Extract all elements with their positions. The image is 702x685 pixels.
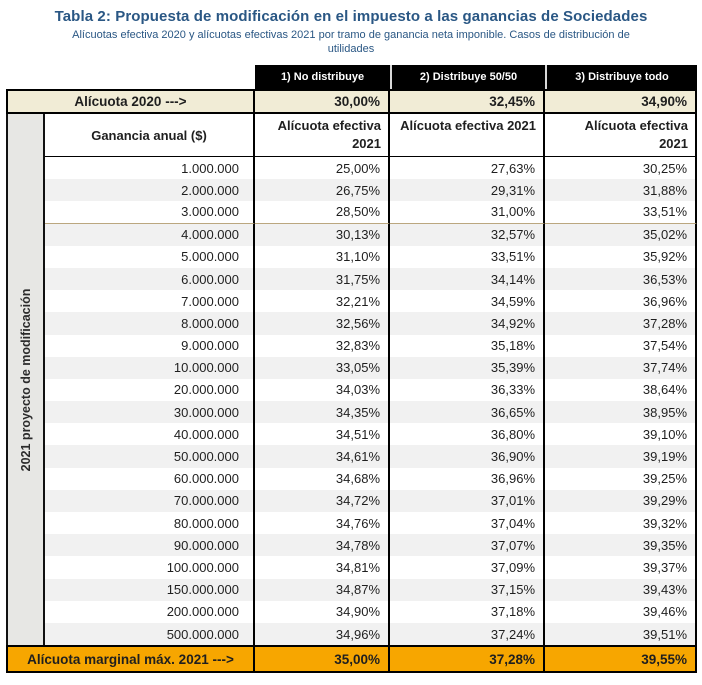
- alicuota-2020-distribuye-todo: 34,90%: [545, 91, 697, 112]
- ganancia-value: 80.000.000: [45, 512, 255, 534]
- ganancia-value: 5.000.000: [45, 246, 255, 268]
- efectiva-no-distribuye: 34,51%: [255, 423, 390, 445]
- ganancia-value: 10.000.000: [45, 357, 255, 379]
- efectiva-no-distribuye: 31,75%: [255, 268, 390, 290]
- ganancia-value: 70.000.000: [45, 490, 255, 512]
- marginal-distribuye-todo: 39,55%: [545, 647, 697, 671]
- efectiva-no-distribuye: 34,96%: [255, 623, 390, 645]
- ganancia-value: 100.000.000: [45, 556, 255, 578]
- table-row: [45, 623, 697, 645]
- efectiva-distribuye-todo: 37,74%: [545, 357, 697, 379]
- efectiva-distribuye-5050: 32,57%: [390, 224, 545, 246]
- efectiva-no-distribuye: 34,61%: [255, 445, 390, 467]
- ganancia-header: Ganancia anual ($): [45, 114, 255, 156]
- efectiva-header-2: Alícuota efectiva 2021: [390, 114, 545, 156]
- distribution-header-row: [6, 65, 697, 89]
- efectiva-distribuye-5050: 37,04%: [390, 512, 545, 534]
- table-row: [45, 468, 697, 490]
- ganancia-value: 40.000.000: [45, 423, 255, 445]
- efectiva-no-distribuye: 34,76%: [255, 512, 390, 534]
- side-group-column: [6, 114, 45, 645]
- efectiva-no-distribuye: 34,72%: [255, 490, 390, 512]
- ganancia-value: 20.000.000: [45, 379, 255, 401]
- ganancia-value: 1.000.000: [45, 157, 255, 179]
- table-row: [45, 445, 697, 467]
- alicuota-2020-distribuye-5050: 32,45%: [390, 91, 545, 112]
- data-rows: [45, 157, 697, 645]
- efectiva-distribuye-todo: 35,02%: [545, 224, 697, 246]
- table-row: [45, 224, 697, 246]
- table-row: [45, 335, 697, 357]
- ganancia-value: 60.000.000: [45, 468, 255, 490]
- efectiva-distribuye-todo: 39,29%: [545, 490, 697, 512]
- ganancia-value: 2.000.000: [45, 179, 255, 201]
- marginal-distribuye-5050: 37,28%: [390, 647, 545, 671]
- efectiva-distribuye-5050: 34,14%: [390, 268, 545, 290]
- efectiva-no-distribuye: 34,81%: [255, 556, 390, 578]
- table-row: [45, 357, 697, 379]
- efectiva-distribuye-todo: 35,92%: [545, 246, 697, 268]
- alicuota-2020-label: Alícuota 2020 --->: [6, 91, 255, 112]
- efectiva-no-distribuye: 32,21%: [255, 290, 390, 312]
- tax-table: [6, 65, 697, 673]
- efectiva-distribuye-todo: 39,37%: [545, 556, 697, 578]
- efectiva-no-distribuye: 32,56%: [255, 312, 390, 334]
- efectiva-distribuye-todo: 37,28%: [545, 312, 697, 334]
- ganancia-value: 500.000.000: [45, 623, 255, 645]
- efectiva-distribuye-5050: 29,31%: [390, 179, 545, 201]
- table-row: [45, 179, 697, 201]
- header-distribuye-todo: 3) Distribuye todo: [545, 65, 697, 89]
- efectiva-distribuye-5050: 33,51%: [390, 246, 545, 268]
- table-row: [45, 512, 697, 534]
- efectiva-distribuye-todo: 36,53%: [545, 268, 697, 290]
- table-row: [45, 490, 697, 512]
- ganancia-value: 6.000.000: [45, 268, 255, 290]
- efectiva-distribuye-todo: 30,25%: [545, 157, 697, 179]
- header-distribuye-5050: 2) Distribuye 50/50: [390, 65, 545, 89]
- ganancia-value: 200.000.000: [45, 601, 255, 623]
- efectiva-no-distribuye: 34,78%: [255, 534, 390, 556]
- efectiva-distribuye-5050: 27,63%: [390, 157, 545, 179]
- efectiva-distribuye-todo: 39,46%: [545, 601, 697, 623]
- efectiva-distribuye-5050: 36,96%: [390, 468, 545, 490]
- table-row: [45, 534, 697, 556]
- side-group-label: 2021 proyecto de modificación: [18, 288, 33, 471]
- table-row: [45, 201, 697, 223]
- efectiva-distribuye-todo: 38,64%: [545, 379, 697, 401]
- efectiva-distribuye-todo: 39,51%: [545, 623, 697, 645]
- efectiva-no-distribuye: 34,35%: [255, 401, 390, 423]
- efectiva-distribuye-5050: 37,01%: [390, 490, 545, 512]
- efectiva-no-distribuye: 34,68%: [255, 468, 390, 490]
- efectiva-distribuye-todo: 39,43%: [545, 579, 697, 601]
- table-row: [45, 268, 697, 290]
- alicuota-marginal-row: [6, 645, 697, 673]
- efectiva-distribuye-5050: 36,80%: [390, 423, 545, 445]
- efectiva-no-distribuye: 26,75%: [255, 179, 390, 201]
- table-row: [45, 401, 697, 423]
- efectiva-distribuye-5050: 35,39%: [390, 357, 545, 379]
- efectiva-no-distribuye: 34,03%: [255, 379, 390, 401]
- efectiva-distribuye-5050: 36,90%: [390, 445, 545, 467]
- efectiva-distribuye-todo: 39,19%: [545, 445, 697, 467]
- table-title: Tabla 2: Propuesta de modificación en el impuesto a las ganancias de Sociedades: [54, 8, 648, 25]
- table-subtitle: Alícuotas efectiva 2020 y alícuotas efectivas 2021 por tramo de ganancia neta imponible. Casos de distribución de utilidades: [72, 29, 630, 55]
- efectiva-no-distribuye: 28,50%: [255, 201, 390, 223]
- efectiva-distribuye-todo: 36,96%: [545, 290, 697, 312]
- header-spacer: [6, 65, 255, 89]
- efectiva-no-distribuye: 34,87%: [255, 579, 390, 601]
- efectiva-distribuye-todo: 39,32%: [545, 512, 697, 534]
- efectiva-distribuye-todo: 39,35%: [545, 534, 697, 556]
- table-row: [45, 290, 697, 312]
- ganancia-value: 4.000.000: [45, 224, 255, 246]
- ganancia-value: 30.000.000: [45, 401, 255, 423]
- efectiva-distribuye-todo: 39,10%: [545, 423, 697, 445]
- table-row: [45, 157, 697, 179]
- table-body: [6, 114, 697, 645]
- efectiva-no-distribuye: 34,90%: [255, 601, 390, 623]
- alicuota-marginal-label: Alícuota marginal máx. 2021 --->: [6, 647, 255, 671]
- table-row: [45, 579, 697, 601]
- table-row: [45, 379, 697, 401]
- efectiva-no-distribuye: 33,05%: [255, 357, 390, 379]
- efectiva-distribuye-5050: 37,15%: [390, 579, 545, 601]
- efectiva-no-distribuye: 32,83%: [255, 335, 390, 357]
- efectiva-distribuye-5050: 34,92%: [390, 312, 545, 334]
- table-row: [45, 312, 697, 334]
- ganancia-value: 7.000.000: [45, 290, 255, 312]
- marginal-no-distribuye: 35,00%: [255, 647, 390, 671]
- efectiva-distribuye-5050: 31,00%: [390, 201, 545, 223]
- efectiva-header-1: Alícuota efectiva 2021: [255, 114, 390, 156]
- efectiva-distribuye-5050: 35,18%: [390, 335, 545, 357]
- column-header-row: [45, 114, 697, 157]
- ganancia-value: 8.000.000: [45, 312, 255, 334]
- table-row: [45, 423, 697, 445]
- efectiva-distribuye-todo: 33,51%: [545, 201, 697, 223]
- efectiva-header-3: Alícuota efectiva 2021: [545, 114, 697, 156]
- efectiva-distribuye-5050: 37,18%: [390, 601, 545, 623]
- efectiva-distribuye-5050: 37,09%: [390, 556, 545, 578]
- header-no-distribuye: 1) No distribuye: [255, 65, 390, 89]
- efectiva-no-distribuye: 31,10%: [255, 246, 390, 268]
- table-row: [45, 246, 697, 268]
- ganancia-value: 90.000.000: [45, 534, 255, 556]
- alicuota-2020-row: [6, 89, 697, 114]
- ganancia-value: 9.000.000: [45, 335, 255, 357]
- efectiva-distribuye-todo: 37,54%: [545, 335, 697, 357]
- efectiva-distribuye-5050: 34,59%: [390, 290, 545, 312]
- ganancia-value: 150.000.000: [45, 579, 255, 601]
- ganancia-value: 3.000.000: [45, 201, 255, 223]
- table-row: [45, 556, 697, 578]
- efectiva-distribuye-todo: 39,25%: [545, 468, 697, 490]
- efectiva-distribuye-5050: 36,65%: [390, 401, 545, 423]
- efectiva-no-distribuye: 30,13%: [255, 224, 390, 246]
- efectiva-distribuye-5050: 37,07%: [390, 534, 545, 556]
- table-row: [45, 601, 697, 623]
- ganancia-value: 50.000.000: [45, 445, 255, 467]
- efectiva-distribuye-todo: 31,88%: [545, 179, 697, 201]
- efectiva-distribuye-todo: 38,95%: [545, 401, 697, 423]
- alicuota-2020-no-distribuye: 30,00%: [255, 91, 390, 112]
- efectiva-distribuye-5050: 36,33%: [390, 379, 545, 401]
- efectiva-distribuye-5050: 37,24%: [390, 623, 545, 645]
- efectiva-no-distribuye: 25,00%: [255, 157, 390, 179]
